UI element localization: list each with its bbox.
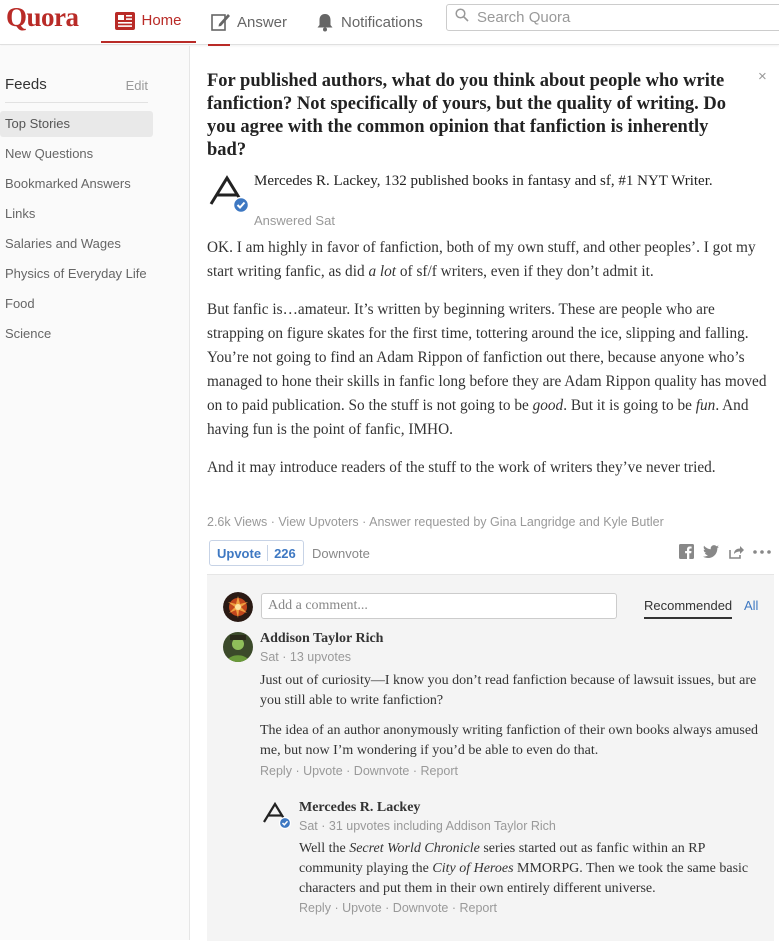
reply-text: MMORPG. Then we took the same basic characters and put them in their own entirely different universe.	[299, 861, 749, 896]
search-icon	[455, 8, 469, 27]
feed-item-links[interactable]: Links	[5, 206, 36, 221]
downvote-link[interactable]: Downvote	[392, 901, 449, 915]
feeds-title: Feeds	[5, 76, 47, 93]
feeds-sidebar	[0, 46, 190, 940]
reply-body	[299, 839, 749, 899]
comment-actions: Reply · Upvote · Downvote · Report	[260, 764, 459, 778]
upvote-button[interactable]	[209, 540, 304, 566]
nav-home[interactable]	[101, 0, 196, 43]
search-input[interactable]	[475, 8, 759, 27]
top-header	[0, 0, 779, 45]
more-options-icon[interactable]	[753, 550, 771, 554]
feed-item-bookmarked-answers[interactable]: Bookmarked Answers	[5, 176, 131, 191]
comment-meta: Sat · 13 upvotes	[260, 650, 352, 664]
author-avatar[interactable]	[207, 173, 249, 215]
answer-text: But fanfic is…amateur. It’s written by beginning writers. These are people who are strapping on figure skates for the first time, tottering around the ice, slipping and falling. You’re not going to find an Adam Rippon of fanfiction out there, because anyone who’s managed to hone their skills in fanfic long before they are Adam Rippon quality has moved on to paid publication. So the stuff is not going to be	[207, 301, 767, 414]
report-link[interactable]: Report	[459, 901, 498, 915]
reply-author-avatar[interactable]	[261, 800, 291, 830]
commenter-avatar[interactable]	[223, 632, 253, 662]
answer-emphasis: good	[532, 397, 564, 414]
answer-text: OK. I am highly in favor of fanfiction, both of my own stuff, and other peoples’. I got my start writing fanfic, as did	[207, 239, 756, 280]
answer-emphasis: a lot	[368, 263, 397, 280]
author-logo-icon	[207, 173, 249, 215]
nav-home-label: Home	[141, 12, 182, 29]
reply-emphasis: Secret World Chronicle	[349, 841, 480, 856]
feed-item-salaries-and-wages[interactable]: Salaries and Wages	[5, 236, 121, 251]
answer-body	[207, 236, 773, 494]
upvote-count: 226	[274, 545, 296, 561]
answer-paragraph: And it may introduce readers of the stuff to the work of writers they’ve never tried.	[207, 459, 716, 476]
answered-date[interactable]: Answered Sat	[254, 213, 335, 228]
share-icon[interactable]	[728, 545, 744, 559]
answer-text: of sf/f writers, even if they don’t admit it.	[396, 263, 654, 280]
active-indicator	[208, 44, 230, 46]
downvote-button[interactable]: Downvote	[312, 546, 370, 561]
downvote-link[interactable]: Downvote	[353, 764, 410, 778]
comment-body	[260, 671, 760, 771]
nav-notifications-label: Notifications	[341, 13, 423, 31]
twitter-icon[interactable]	[703, 545, 719, 559]
feed-list	[0, 111, 153, 351]
feed-item-physics-of-everyday-life[interactable]: Physics of Everyday Life	[5, 266, 147, 281]
comment-paragraph: Just out of curiosity—I know you don’t read fanfiction because of lawsuit issues, but are you still able to write fanfiction?	[260, 673, 757, 708]
answer-stats[interactable]: 2.6k Views · View Upvoters · Answer requested by Gina Langridge and Kyle Butler	[207, 515, 664, 529]
comments-section	[207, 574, 774, 941]
upvote-label: Upvote	[217, 545, 262, 561]
reply-text: Well the	[299, 841, 350, 856]
current-user-avatar[interactable]	[223, 592, 253, 622]
nav-answer[interactable]	[211, 0, 287, 44]
reply-meta: Sat · 31 upvotes including Addison Taylor Rich	[299, 819, 556, 833]
quora-logo[interactable]: Quora	[6, 2, 79, 32]
answer-paragraph	[207, 298, 773, 442]
reply-emphasis: City of Heroes	[432, 861, 514, 876]
answer-text: . And having fun is the point of fanfic, IMHO.	[207, 397, 749, 438]
add-comment-input[interactable]	[261, 593, 617, 619]
reply-link[interactable]: Reply	[260, 764, 292, 778]
pencil-icon	[211, 12, 231, 32]
feed-item-science[interactable]: Science	[5, 326, 52, 341]
question-title[interactable]: For published authors, what do you think about people who write fanfiction? Not specifically of yours, but the quality of writing. Do you agree with the common opinion that fanfiction is inherently bad?	[207, 71, 727, 160]
reply-link[interactable]: Reply	[299, 901, 331, 915]
commenter-name[interactable]: Addison Taylor Rich	[260, 631, 384, 646]
search-box[interactable]	[446, 4, 779, 31]
close-icon[interactable]: ×	[758, 68, 767, 85]
reply-text: series started out as fanfic within an RP community playing the	[299, 841, 705, 876]
sort-recommended-tab[interactable]: Recommended	[644, 598, 732, 619]
bell-icon	[315, 12, 335, 32]
answer-paragraph	[207, 236, 773, 284]
upvote-link[interactable]: Upvote	[342, 901, 382, 915]
nav-notifications[interactable]	[315, 0, 423, 44]
home-feed-icon	[115, 12, 135, 30]
nav-answer-label: Answer	[237, 13, 288, 31]
feed-item-top-stories[interactable]: Top Stories	[0, 111, 153, 137]
feed-item-new-questions[interactable]: New Questions	[5, 146, 94, 161]
answer-text: . But it is going to be	[563, 397, 696, 414]
reply-author-name[interactable]: Mercedes R. Lackey	[299, 800, 421, 815]
facebook-icon[interactable]	[679, 544, 694, 559]
feeds-header	[5, 74, 148, 103]
reply-actions: Reply · Upvote · Downvote · Report	[299, 901, 498, 915]
answer-emphasis: fun	[695, 397, 716, 414]
divider	[267, 545, 268, 561]
sort-all-tab[interactable]: All	[744, 598, 759, 613]
upvote-link[interactable]: Upvote	[303, 764, 343, 778]
comment-paragraph: The idea of an author anonymously writing fanfiction of their own books always amused me, but now I’m wondering if you’d be able to even do that.	[260, 723, 759, 758]
author-logo-icon	[261, 800, 291, 830]
feeds-edit-link[interactable]: Edit	[125, 78, 148, 93]
report-link[interactable]: Report	[420, 764, 459, 778]
share-bar	[679, 544, 771, 559]
feed-item-food[interactable]: Food	[5, 296, 35, 311]
author-credential[interactable]: Mercedes R. Lackey, 132 published books in fantasy and sf, #1 NYT Writer.	[254, 173, 713, 189]
